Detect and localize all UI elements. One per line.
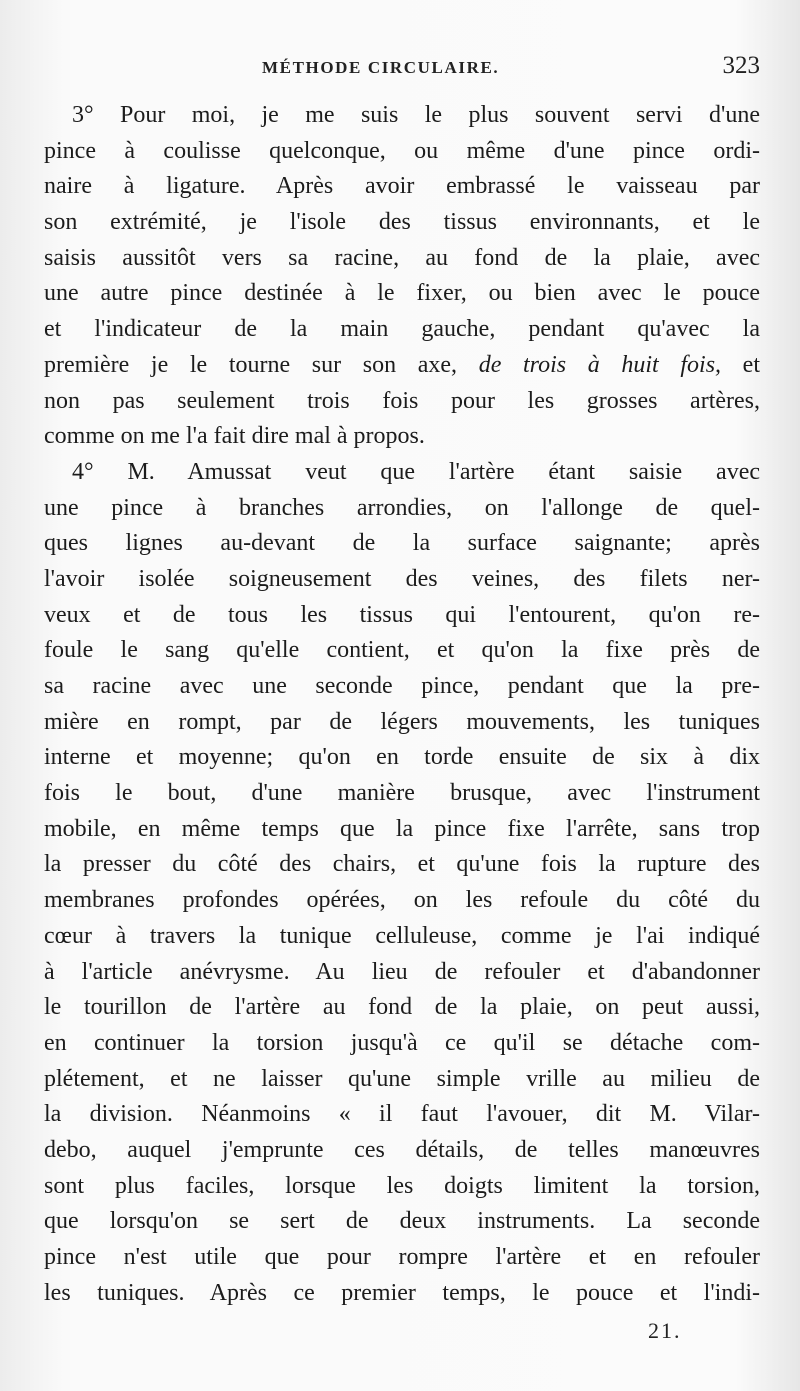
text-line: mière en rompt, par de légers mouvements, les tuniques bbox=[44, 708, 760, 735]
italic-phrase: de trois à huit fois, bbox=[478, 351, 722, 378]
page-number: 323 bbox=[722, 52, 760, 79]
text-line: membranes profondes opérées, on les refoule du côté du bbox=[44, 887, 760, 914]
text-line: la division. Néanmoins « il faut l'avouer, dit M. Vilar- bbox=[44, 1101, 760, 1128]
text-line: fois le bout, d'une manière brusque, avec l'instrument bbox=[44, 780, 760, 807]
text-line: les tuniques. Après ce premier temps, le pouce et l'indi- bbox=[44, 1279, 760, 1306]
text-run: première je le tourne sur son axe, bbox=[44, 351, 479, 378]
text-line: une autre pince destinée à le fixer, ou bien avec le pouce bbox=[44, 280, 760, 307]
text-line: interne et moyenne; qu'on en torde ensuite de six à dix bbox=[44, 744, 760, 771]
text-line: naire à ligature. Après avoir embrassé le vaisseau par bbox=[44, 173, 760, 200]
text-run: et bbox=[721, 351, 760, 378]
text-line: 3° Pour moi, je me suis le plus souvent servi d'une bbox=[72, 102, 760, 128]
text-line: à l'article anévrysme. Au lieu de refouler et d'abandonner bbox=[44, 958, 760, 985]
text-line: cœur à travers la tunique celluleuse, comme je l'ai indiqué bbox=[44, 922, 760, 949]
text-line: comme on me l'a fait dire mal à propos. bbox=[44, 423, 425, 450]
text-line: en continuer la torsion jusqu'à ce qu'il se détache com- bbox=[44, 1029, 760, 1056]
text-line: l'avoir isolée soigneusement des veines, des filets ner- bbox=[44, 565, 760, 592]
text-line: ques lignes au-devant de la surface saignante; après bbox=[44, 530, 760, 557]
signature-mark: 21. bbox=[648, 1318, 682, 1343]
text-line: la presser du côté des chairs, et qu'une fois la rupture des bbox=[44, 851, 760, 878]
text-line: foule le sang qu'elle contient, et qu'on la fixe près de bbox=[44, 637, 760, 664]
text-line: une pince à branches arrondies, on l'allonge de quel- bbox=[44, 494, 760, 521]
text-line-with-italic bbox=[44, 348, 760, 384]
text-line: son extrémité, je l'isole des tissus environnants, et le bbox=[44, 209, 760, 236]
text-line: pince à coulisse quelconque, ou même d'une pince ordi- bbox=[44, 137, 760, 164]
running-title: MÉTHODE CIRCULAIRE. bbox=[262, 58, 500, 77]
text-line: et l'indicateur de la main gauche, pendant qu'avec la bbox=[44, 316, 760, 343]
text-line: sont plus faciles, lorsque les doigts limitent la torsion, bbox=[44, 1172, 760, 1199]
text-line: sa racine avec une seconde pince, pendant que la pre- bbox=[44, 673, 760, 699]
text-line: le tourillon de l'artère au fond de la plaie, on peut aussi, bbox=[44, 994, 760, 1021]
text-line: que lorsqu'on se sert de deux instruments. La seconde bbox=[44, 1208, 760, 1235]
text-line: pince n'est utile que pour rompre l'artère et en refouler bbox=[44, 1244, 760, 1270]
body-text bbox=[44, 98, 760, 1311]
text-line: plétement, et ne laisser qu'une simple vrille au milieu de bbox=[44, 1065, 760, 1092]
text-line: debo, auquel j'emprunte ces détails, de telles manœuvres bbox=[44, 1136, 760, 1163]
text-line: saisis aussitôt vers sa racine, au fond de la plaie, avec bbox=[44, 244, 760, 271]
text-line: mobile, en même temps que la pince fixe l'arrête, sans trop bbox=[44, 815, 760, 842]
text-line: non pas seulement trois fois pour les grosses artères, bbox=[44, 387, 760, 414]
text-line: veux et de tous les tissus qui l'entourent, qu'on re- bbox=[44, 601, 760, 628]
running-head bbox=[0, 52, 800, 82]
text-line: 4° M. Amussat veut que l'artère étant saisie avec bbox=[72, 458, 760, 485]
